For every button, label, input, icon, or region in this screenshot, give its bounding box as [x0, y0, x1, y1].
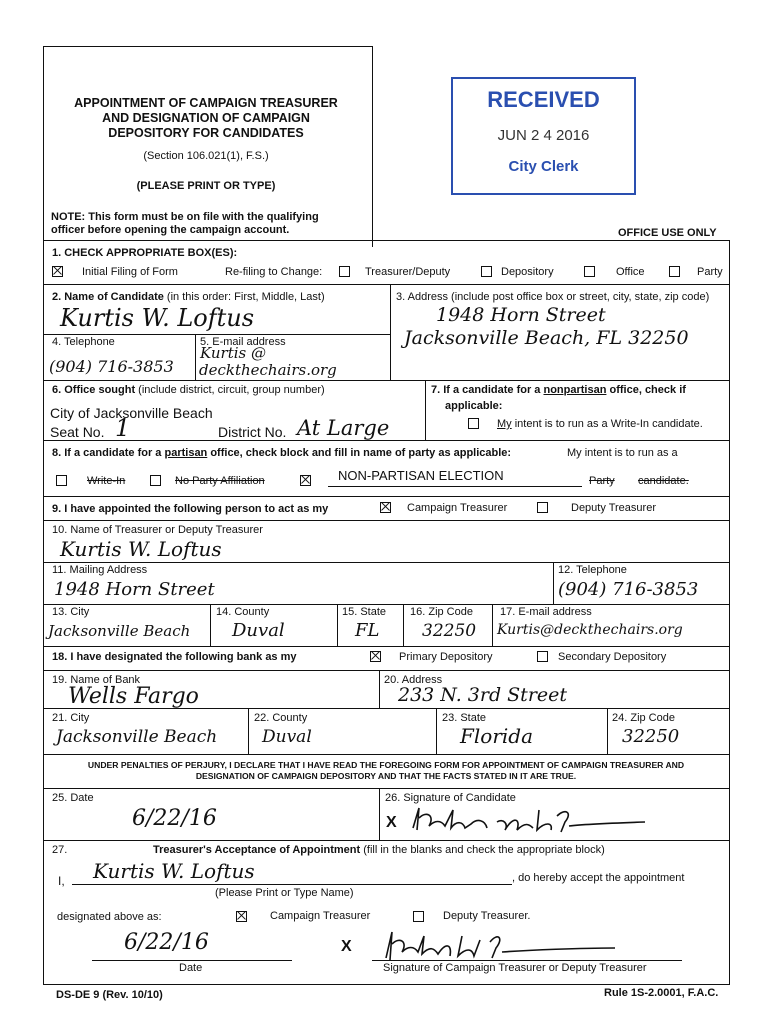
refiling-label: Re-filing to Change:: [225, 266, 323, 278]
perjury-line-1: UNDER PENALTIES OF PERJURY, I DECLARE THAT I HAVE READ THE FOREGOING FORM FOR APPOINTMENT OF CAMPAIGN TREASURER AND: [87, 760, 685, 770]
s27-number: 27.: [52, 844, 68, 856]
s21-label: 21. City: [52, 712, 90, 724]
s8-label-underlined: partisan: [164, 447, 208, 459]
s10-label: 10. Name of Treasurer or Deputy Treasurer: [52, 524, 263, 536]
accept-campaign-treasurer-checkbox[interactable]: [236, 911, 247, 922]
title-line-3: DEPOSITORY FOR CANDIDATES: [108, 126, 304, 140]
statute-reference: (Section 106.021(1), F.S.): [143, 150, 269, 162]
s17-label: 17. E-mail address: [500, 606, 592, 618]
date-caption: Date: [179, 962, 203, 974]
treasurer-city[interactable]: Jacksonville Beach: [48, 622, 191, 640]
s2-label-bold: 2. Name of Candidate: [52, 291, 164, 303]
s1-label: 1. CHECK APPROPRIATE BOX(ES):: [52, 247, 238, 259]
campaign-treasurer-label: Campaign Treasurer: [407, 502, 508, 514]
npa-checkbox[interactable]: [150, 475, 161, 486]
campaign-treasurer-checkbox[interactable]: [380, 502, 391, 513]
s12-label: 12. Telephone: [558, 564, 627, 576]
s7-label-post: office, check if: [606, 384, 686, 396]
stamp-date: JUN 2 4 2016: [497, 127, 590, 144]
office-checkbox[interactable]: [584, 266, 595, 277]
accept-deputy-treasurer-checkbox[interactable]: [413, 911, 424, 922]
s25-label: 25. Date: [52, 792, 94, 804]
s27-title-rest: (fill in the blanks and check the appropriate block): [360, 844, 605, 856]
seat-number[interactable]: 1: [115, 414, 131, 442]
deputy-treasurer-checkbox[interactable]: [537, 502, 548, 513]
treasurer-telephone[interactable]: (904) 716-3853: [558, 579, 699, 600]
form-id: DS-DE 9 (Rev. 10/10): [56, 989, 163, 1001]
s6-label: [52, 384, 325, 396]
treasurer-deputy-label: Treasurer/Deputy: [365, 266, 451, 278]
s14-label: 14. County: [216, 606, 270, 618]
s11-label: 11. Mailing Address: [52, 564, 148, 576]
party-name-checkbox[interactable]: [300, 475, 311, 486]
npa-label: No Party Affiliation: [175, 475, 265, 487]
secondary-depository-checkbox[interactable]: [537, 651, 548, 662]
s22-label: 22. County: [254, 712, 308, 724]
bank-address[interactable]: 233 N. 3rd Street: [398, 684, 568, 706]
treasurer-email[interactable]: Kurtis@deckthechairs.org: [497, 622, 683, 638]
s2-label-rest: (in this order: First, Middle, Last): [163, 291, 325, 303]
s8-label-pre: 8. If a candidate for a: [52, 447, 165, 459]
candidate-address-line2[interactable]: Jacksonville Beach, FL 32250: [404, 327, 689, 349]
rule-reference: Rule 1S-2.0001, F.A.C.: [604, 987, 719, 999]
treasurer-zip[interactable]: 32250: [422, 621, 477, 641]
treasurer-signature-date[interactable]: 6/22/16: [124, 930, 209, 955]
s13-label: 13. City: [52, 606, 90, 618]
treasurer-deputy-checkbox[interactable]: [339, 266, 350, 277]
district-label: District No.: [218, 424, 287, 440]
primary-depository-label: Primary Depository: [399, 651, 493, 663]
bank-city[interactable]: Jacksonville Beach: [56, 727, 218, 747]
treasurer-state[interactable]: FL: [355, 620, 380, 641]
treasurer-county[interactable]: Duval: [232, 620, 285, 641]
candidate-email-line2[interactable]: deckthechairs.org: [199, 361, 337, 379]
candidate-signature-x: X: [386, 814, 397, 831]
write-in-partisan-checkbox[interactable]: [56, 475, 67, 486]
seat-label: Seat No.: [50, 424, 105, 440]
depository-checkbox[interactable]: [481, 266, 492, 277]
party-name-value[interactable]: NON-PARTISAN ELECTION: [338, 468, 504, 483]
s23-label: 23. State: [442, 712, 487, 724]
write-in-partisan-label: Write-In: [87, 475, 126, 487]
deputy-treasurer-label: Deputy Treasurer: [571, 502, 656, 514]
accept-campaign-treasurer-label: Campaign Treasurer: [270, 910, 371, 922]
s2-label: [52, 291, 325, 303]
s7-label-underlined: nonpartisan: [543, 384, 607, 396]
treasurer-signature[interactable]: [380, 922, 620, 964]
received-stamp: [451, 77, 636, 195]
s26-label: 26. Signature of Candidate: [385, 792, 516, 804]
stamp-office: City Clerk: [508, 158, 579, 175]
filing-note: [51, 211, 319, 237]
candidate-name[interactable]: Kurtis W. Loftus: [60, 304, 255, 332]
candidate-email-line1[interactable]: Kurtis @: [200, 344, 266, 362]
s7-label-line2: applicable:: [445, 400, 503, 412]
candidate-signature[interactable]: [405, 798, 650, 838]
accepting-treasurer-name[interactable]: Kurtis W. Loftus: [93, 859, 255, 883]
signature-caption: Signature of Campaign Treasurer or Deputy Treasurer: [383, 962, 647, 974]
treasurer-name[interactable]: Kurtis W. Loftus: [60, 537, 222, 561]
s3-label: 3. Address (include post office box or street, city, state, zip code): [396, 291, 710, 303]
s18-label: 18. I have designated the following bank as my: [52, 651, 297, 663]
s6-label-rest: (include district, circuit, group number): [135, 384, 325, 396]
candidate-address-line1[interactable]: 1948 Horn Street: [436, 304, 606, 326]
office-sought[interactable]: City of Jacksonville Beach: [50, 405, 213, 421]
bank-state[interactable]: Florida: [460, 724, 533, 748]
treasurer-signature-x: X: [341, 938, 352, 955]
s27-title: [153, 844, 605, 856]
stamp-received: RECEIVED: [487, 87, 600, 112]
print-instruction: (PLEASE PRINT OR TYPE): [136, 180, 276, 192]
s8-intent: My intent is to run as a: [567, 447, 678, 459]
party-word: Party: [589, 475, 615, 487]
form-title: [46, 96, 366, 141]
office-label: Office: [616, 266, 645, 278]
s7-writein-rest: intent is to run as a Write-In candidate.: [511, 418, 703, 430]
s19-label: 19. Name of Bank: [52, 674, 141, 686]
print-name-caption: (Please Print or Type Name): [215, 887, 354, 899]
accept-text: , do hereby accept the appointment: [512, 872, 685, 884]
initial-filing-checkbox[interactable]: [52, 266, 63, 277]
bank-name[interactable]: Wells Fargo: [68, 684, 199, 709]
candidate-signature-date[interactable]: 6/22/16: [132, 806, 217, 831]
s7-label-pre: 7. If a candidate for a: [431, 384, 544, 396]
perjury-line-2: DESIGNATION OF CAMPAIGN DEPOSITORY AND THAT THE FACTS STATED IN IT ARE TRUE.: [195, 771, 577, 781]
s8-label-post: office, check block and fill in name of party as applicable:: [207, 447, 512, 459]
s4-label: 4. Telephone: [52, 336, 115, 348]
designated-label: designated above as:: [57, 911, 162, 923]
candidate-word: candidate.: [638, 475, 689, 487]
party-checkbox[interactable]: [669, 266, 680, 277]
secondary-depository-label: Secondary Depository: [558, 651, 667, 663]
district-number[interactable]: At Large: [297, 416, 390, 440]
s9-label: 9. I have appointed the following person to act as my: [52, 503, 329, 515]
note-line-2: officer before opening the campaign account.: [51, 224, 290, 236]
s6-label-bold: 6. Office sought: [52, 384, 136, 396]
bank-zip[interactable]: 32250: [622, 726, 680, 747]
bank-county[interactable]: Duval: [262, 727, 312, 747]
note-line-1: NOTE: This form must be on file with the qualifying: [51, 211, 319, 223]
depository-label: Depository: [501, 266, 554, 278]
treasurer-mailing-address[interactable]: 1948 Horn Street: [54, 579, 215, 600]
title-line-2: AND DESIGNATION OF CAMPAIGN: [102, 111, 310, 125]
title-line-1: APPOINTMENT OF CAMPAIGN TREASURER: [74, 96, 338, 110]
s8-label: [52, 447, 511, 459]
s7-writein-underlined: My: [497, 418, 512, 430]
accept-deputy-treasurer-label: Deputy Treasurer.: [443, 910, 531, 922]
initial-filing-label: Initial Filing of Form: [82, 266, 178, 278]
write-in-nonpartisan-checkbox[interactable]: [468, 418, 479, 429]
party-label: Party: [697, 266, 723, 278]
s20-label: 20. Address: [384, 674, 443, 686]
s24-label: 24. Zip Code: [612, 712, 675, 724]
s7-label: [431, 384, 686, 396]
write-in-nonpartisan-label: [497, 418, 703, 430]
s16-label: 16. Zip Code: [410, 606, 473, 618]
s27-i: I,: [58, 874, 65, 888]
candidate-telephone[interactable]: (904) 716-3853: [49, 357, 174, 376]
s27-title-bold: Treasurer's Acceptance of Appointment: [153, 844, 361, 856]
perjury-statement: [46, 760, 726, 782]
office-use-label: OFFICE USE ONLY: [618, 227, 717, 239]
primary-depository-checkbox[interactable]: [370, 651, 381, 662]
s5-label: 5. E-mail address: [200, 336, 286, 348]
s15-label: 15. State: [342, 606, 387, 618]
